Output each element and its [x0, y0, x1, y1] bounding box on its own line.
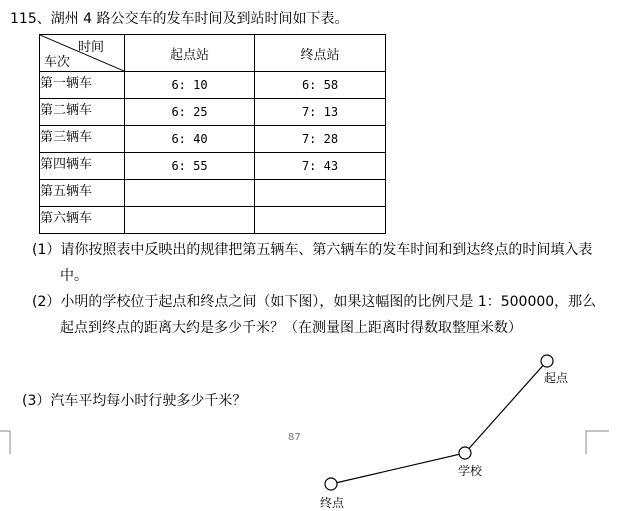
row-label: 第三辆车	[40, 126, 125, 153]
start-point-label: 起点	[544, 371, 569, 385]
route-line	[331, 361, 547, 484]
start-point-marker	[541, 355, 553, 367]
row-label: 第一辆车	[40, 72, 125, 99]
question-3: (3）汽车平均每小时行驶多少千米？	[22, 393, 247, 409]
end-point-label: 终点	[320, 496, 345, 510]
school-point-marker	[459, 447, 471, 459]
question-1-line-1: (1）请你按照表中反映出的规律把第五辆车、第六辆车的发车时间和到达终点的时间填入表	[32, 242, 593, 258]
question-2-line-1: (2）小明的学校位于起点和终点之间（如下图），如果这幅图的比例尺是 1：500000，那么	[32, 294, 597, 310]
end-time-cell: 7: 28	[255, 126, 386, 153]
start-time-cell: 6: 55	[125, 153, 255, 180]
end-time-cell: 7: 13	[255, 99, 386, 126]
row-label: 第二辆车	[40, 99, 125, 126]
page-number: 87	[288, 432, 301, 443]
row-label: 第四辆车	[40, 153, 125, 180]
end-time-cell: 6: 58	[255, 72, 386, 99]
end-point-marker	[325, 478, 337, 490]
problem-title: 115、湖州 4 路公交车的发车时间及到站时间如下表。	[10, 11, 349, 27]
question-2-line-2: 起点到终点的距离大约是多少千米？（在测量图上距离时得数取整厘米数）	[60, 320, 522, 336]
question-1-line-2: 中。	[60, 268, 88, 284]
row-label: 第五辆车	[40, 180, 125, 207]
header-car-label: 车次	[44, 55, 71, 70]
header-start-station: 起点站	[125, 35, 255, 72]
row-label: 第六辆车	[40, 207, 125, 234]
header-end-station: 终点站	[255, 35, 386, 72]
school-point-label: 学校	[458, 464, 483, 478]
start-time-cell: 6: 40	[125, 126, 255, 153]
header-time-label: 时间	[77, 40, 104, 55]
start-time-cell: 6: 25	[125, 99, 255, 126]
start-time-cell: 6: 10	[125, 72, 255, 99]
end-time-cell: 7: 43	[255, 153, 386, 180]
